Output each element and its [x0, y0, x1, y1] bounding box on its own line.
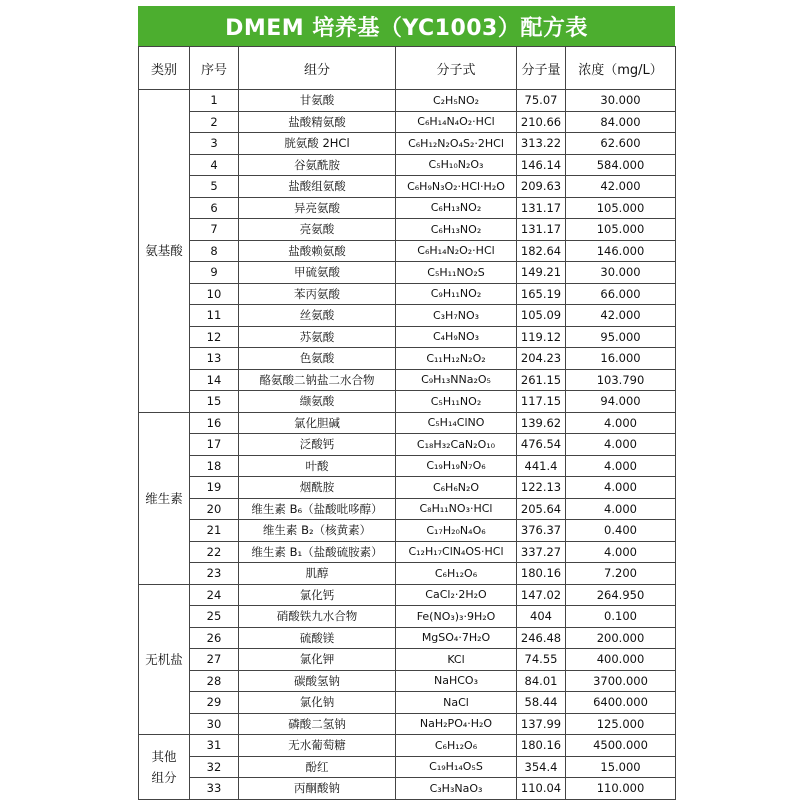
concentration-cell: 30.000: [566, 90, 676, 112]
formula-cell: C₅H₁₁NO₂: [396, 391, 517, 413]
concentration-cell: 103.790: [566, 369, 676, 391]
table-row: [139, 627, 676, 649]
component-name-cell: 苯丙氨酸: [239, 283, 396, 305]
formula-table-panel: [138, 6, 675, 800]
molecular-weight-cell: 476.54: [517, 434, 566, 456]
concentration-cell: 146.000: [566, 240, 676, 262]
component-name-cell: 氯化钾: [239, 649, 396, 671]
molecular-weight-cell: 131.17: [517, 219, 566, 241]
formula-cell: C₅H₁₄ClNO: [396, 412, 517, 434]
row-number-cell: 3: [190, 133, 239, 155]
row-number-cell: 29: [190, 692, 239, 714]
molecular-weight-cell: 246.48: [517, 627, 566, 649]
formula-cell: C₁₈H₃₂CaN₂O₁₀: [396, 434, 517, 456]
component-name-cell: 硝酸铁九水合物: [239, 606, 396, 628]
molecular-weight-cell: 182.64: [517, 240, 566, 262]
formula-cell: C₆H₁₂O₆: [396, 563, 517, 585]
molecular-weight-cell: 337.27: [517, 541, 566, 563]
molecular-weight-cell: 205.64: [517, 498, 566, 520]
component-name-cell: 氯化钠: [239, 692, 396, 714]
formula-cell: C₄H₉NO₃: [396, 326, 517, 348]
component-name-cell: 碳酸氢钠: [239, 670, 396, 692]
molecular-weight-cell: 404: [517, 606, 566, 628]
concentration-cell: 4.000: [566, 434, 676, 456]
component-name-cell: 盐酸组氨酸: [239, 176, 396, 198]
concentration-cell: 264.950: [566, 584, 676, 606]
molecular-weight-cell: 146.14: [517, 154, 566, 176]
table-row: [139, 133, 676, 155]
concentration-cell: 4.000: [566, 541, 676, 563]
formula-cell: C₅H₁₁NO₂S: [396, 262, 517, 284]
concentration-cell: 4.000: [566, 498, 676, 520]
row-number-cell: 6: [190, 197, 239, 219]
row-number-cell: 8: [190, 240, 239, 262]
formula-cell: C₁₇H₂₀N₄O₆: [396, 520, 517, 542]
formula-cell: C₈H₁₁NO₃·HCl: [396, 498, 517, 520]
concentration-cell: 66.000: [566, 283, 676, 305]
header-formula: 分子式: [396, 47, 517, 90]
component-name-cell: 氯化胆碱: [239, 412, 396, 434]
row-number-cell: 26: [190, 627, 239, 649]
formula-cell: C₅H₁₀N₂O₃: [396, 154, 517, 176]
row-number-cell: 18: [190, 455, 239, 477]
formula-cell: C₆H₉N₃O₂·HCl·H₂O: [396, 176, 517, 198]
table-row: [139, 713, 676, 735]
concentration-cell: 15.000: [566, 756, 676, 778]
molecular-weight-cell: 147.02: [517, 584, 566, 606]
row-number-cell: 7: [190, 219, 239, 241]
row-number-cell: 15: [190, 391, 239, 413]
formula-cell: NaCl: [396, 692, 517, 714]
component-name-cell: 氯化钙: [239, 584, 396, 606]
table-row: [139, 305, 676, 327]
table-row: [139, 584, 676, 606]
formula-cell: KCl: [396, 649, 517, 671]
molecular-weight-cell: 354.4: [517, 756, 566, 778]
component-name-cell: 缬氨酸: [239, 391, 396, 413]
table-row: [139, 412, 676, 434]
molecular-weight-cell: 105.09: [517, 305, 566, 327]
concentration-cell: 42.000: [566, 176, 676, 198]
table-row: [139, 369, 676, 391]
table-row: [139, 756, 676, 778]
molecular-weight-cell: 110.04: [517, 778, 566, 800]
component-name-cell: 谷氨酰胺: [239, 154, 396, 176]
concentration-cell: 584.000: [566, 154, 676, 176]
component-name-cell: 甘氨酸: [239, 90, 396, 112]
component-name-cell: 叶酸: [239, 455, 396, 477]
row-number-cell: 32: [190, 756, 239, 778]
table-row: [139, 477, 676, 499]
concentration-cell: 30.000: [566, 262, 676, 284]
component-name-cell: 维生素 B₂（核黄素）: [239, 520, 396, 542]
component-name-cell: 泛酸钙: [239, 434, 396, 456]
concentration-cell: 200.000: [566, 627, 676, 649]
component-name-cell: 烟酰胺: [239, 477, 396, 499]
table-row: [139, 735, 676, 757]
header-molecular-weight: 分子量: [517, 47, 566, 90]
concentration-cell: 94.000: [566, 391, 676, 413]
row-number-cell: 2: [190, 111, 239, 133]
molecular-weight-cell: 122.13: [517, 477, 566, 499]
table-row: [139, 262, 676, 284]
formula-cell: C₆H₁₂O₆: [396, 735, 517, 757]
formula-cell: C₆H₁₂N₂O₄S₂·2HCl: [396, 133, 517, 155]
concentration-cell: 125.000: [566, 713, 676, 735]
table-row: [139, 434, 676, 456]
concentration-cell: 4.000: [566, 455, 676, 477]
table-body: [139, 90, 676, 800]
concentration-cell: 3700.000: [566, 670, 676, 692]
row-number-cell: 12: [190, 326, 239, 348]
concentration-cell: 62.600: [566, 133, 676, 155]
table-row: [139, 90, 676, 112]
formula-table: [138, 46, 676, 800]
concentration-cell: 0.100: [566, 606, 676, 628]
page-title: DMEM 培养基（YC1003）配方表: [138, 6, 675, 46]
concentration-cell: 42.000: [566, 305, 676, 327]
concentration-cell: 95.000: [566, 326, 676, 348]
table-row: [139, 219, 676, 241]
row-number-cell: 5: [190, 176, 239, 198]
row-number-cell: 14: [190, 369, 239, 391]
concentration-cell: 400.000: [566, 649, 676, 671]
table-row: [139, 692, 676, 714]
table-row: [139, 154, 676, 176]
header-row: [139, 47, 676, 90]
row-number-cell: 22: [190, 541, 239, 563]
concentration-cell: 84.000: [566, 111, 676, 133]
concentration-cell: 110.000: [566, 778, 676, 800]
molecular-weight-cell: 261.15: [517, 369, 566, 391]
row-number-cell: 28: [190, 670, 239, 692]
formula-cell: C₂H₅NO₂: [396, 90, 517, 112]
table-row: [139, 111, 676, 133]
row-number-cell: 31: [190, 735, 239, 757]
molecular-weight-cell: 117.15: [517, 391, 566, 413]
component-name-cell: 维生素 B₆（盐酸吡哆醇）: [239, 498, 396, 520]
formula-cell: C₃H₇NO₃: [396, 305, 517, 327]
component-name-cell: 盐酸精氨酸: [239, 111, 396, 133]
component-name-cell: 磷酸二氢钠: [239, 713, 396, 735]
formula-cell: C₁₁H₁₂N₂O₂: [396, 348, 517, 370]
table-row: [139, 670, 676, 692]
molecular-weight-cell: 180.16: [517, 735, 566, 757]
header-category: 类别: [139, 47, 190, 90]
category-cell: 维生素: [139, 412, 190, 584]
molecular-weight-cell: 313.22: [517, 133, 566, 155]
molecular-weight-cell: 58.44: [517, 692, 566, 714]
component-name-cell: 硫酸镁: [239, 627, 396, 649]
formula-cell: C₆H₁₄N₄O₂·HCl: [396, 111, 517, 133]
formula-cell: MgSO₄·7H₂O: [396, 627, 517, 649]
component-name-cell: 丙酮酸钠: [239, 778, 396, 800]
formula-cell: NaH₂PO₄·H₂O: [396, 713, 517, 735]
concentration-cell: 0.400: [566, 520, 676, 542]
formula-cell: C₆H₁₃NO₂: [396, 219, 517, 241]
table-row: [139, 778, 676, 800]
concentration-cell: 4.000: [566, 477, 676, 499]
formula-cell: CaCl₂·2H₂O: [396, 584, 517, 606]
molecular-weight-cell: 441.4: [517, 455, 566, 477]
molecular-weight-cell: 210.66: [517, 111, 566, 133]
molecular-weight-cell: 75.07: [517, 90, 566, 112]
row-number-cell: 33: [190, 778, 239, 800]
concentration-cell: 4.000: [566, 412, 676, 434]
component-name-cell: 维生素 B₁（盐酸硫胺素）: [239, 541, 396, 563]
component-name-cell: 色氨酸: [239, 348, 396, 370]
table-row: [139, 563, 676, 585]
category-cell: 氨基酸: [139, 90, 190, 413]
component-name-cell: 酚红: [239, 756, 396, 778]
formula-cell: Fe(NO₃)₃·9H₂O: [396, 606, 517, 628]
table-row: [139, 240, 676, 262]
formula-cell: C₆H₁₃NO₂: [396, 197, 517, 219]
component-name-cell: 苏氨酸: [239, 326, 396, 348]
table-row: [139, 606, 676, 628]
molecular-weight-cell: 209.63: [517, 176, 566, 198]
molecular-weight-cell: 165.19: [517, 283, 566, 305]
molecular-weight-cell: 119.12: [517, 326, 566, 348]
table-row: [139, 455, 676, 477]
molecular-weight-cell: 139.62: [517, 412, 566, 434]
formula-cell: C₁₉H₁₄O₅S: [396, 756, 517, 778]
formula-cell: NaHCO₃: [396, 670, 517, 692]
row-number-cell: 9: [190, 262, 239, 284]
molecular-weight-cell: 180.16: [517, 563, 566, 585]
concentration-cell: 7.200: [566, 563, 676, 585]
molecular-weight-cell: 137.99: [517, 713, 566, 735]
row-number-cell: 21: [190, 520, 239, 542]
formula-cell: C₆H₆N₂O: [396, 477, 517, 499]
table-row: [139, 326, 676, 348]
table-row: [139, 391, 676, 413]
table-row: [139, 541, 676, 563]
concentration-cell: 16.000: [566, 348, 676, 370]
header-concentration: 浓度（mg/L）: [566, 47, 676, 90]
table-row: [139, 498, 676, 520]
concentration-cell: 6400.000: [566, 692, 676, 714]
table-row: [139, 197, 676, 219]
component-name-cell: 肌醇: [239, 563, 396, 585]
formula-cell: C₉H₁₁NO₂: [396, 283, 517, 305]
table-row: [139, 649, 676, 671]
component-name-cell: 甲硫氨酸: [239, 262, 396, 284]
molecular-weight-cell: 149.21: [517, 262, 566, 284]
row-number-cell: 23: [190, 563, 239, 585]
row-number-cell: 25: [190, 606, 239, 628]
table-row: [139, 348, 676, 370]
row-number-cell: 19: [190, 477, 239, 499]
component-name-cell: 亮氨酸: [239, 219, 396, 241]
row-number-cell: 10: [190, 283, 239, 305]
table-row: [139, 520, 676, 542]
formula-cell: C₃H₃NaO₃: [396, 778, 517, 800]
table-row: [139, 176, 676, 198]
component-name-cell: 胱氨酸 2HCl: [239, 133, 396, 155]
category-cell: 其他组分: [139, 735, 190, 800]
component-name-cell: 丝氨酸: [239, 305, 396, 327]
component-name-cell: 无水葡萄糖: [239, 735, 396, 757]
molecular-weight-cell: 376.37: [517, 520, 566, 542]
row-number-cell: 13: [190, 348, 239, 370]
row-number-cell: 20: [190, 498, 239, 520]
row-number-cell: 27: [190, 649, 239, 671]
category-cell: 无机盐: [139, 584, 190, 735]
molecular-weight-cell: 74.55: [517, 649, 566, 671]
formula-cell: C₁₂H₁₇ClN₄OS·HCl: [396, 541, 517, 563]
molecular-weight-cell: 84.01: [517, 670, 566, 692]
concentration-cell: 4500.000: [566, 735, 676, 757]
header-number: 序号: [190, 47, 239, 90]
row-number-cell: 11: [190, 305, 239, 327]
row-number-cell: 24: [190, 584, 239, 606]
component-name-cell: 酪氨酸二钠盐二水合物: [239, 369, 396, 391]
component-name-cell: 盐酸赖氨酸: [239, 240, 396, 262]
molecular-weight-cell: 204.23: [517, 348, 566, 370]
row-number-cell: 30: [190, 713, 239, 735]
table-row: [139, 283, 676, 305]
row-number-cell: 1: [190, 90, 239, 112]
row-number-cell: 16: [190, 412, 239, 434]
row-number-cell: 4: [190, 154, 239, 176]
header-component: 组分: [239, 47, 396, 90]
row-number-cell: 17: [190, 434, 239, 456]
formula-cell: C₆H₁₄N₂O₂·HCl: [396, 240, 517, 262]
concentration-cell: 105.000: [566, 197, 676, 219]
formula-cell: C₁₉H₁₉N₇O₆: [396, 455, 517, 477]
formula-cell: C₉H₁₃NNa₂O₅: [396, 369, 517, 391]
molecular-weight-cell: 131.17: [517, 197, 566, 219]
concentration-cell: 105.000: [566, 219, 676, 241]
component-name-cell: 异亮氨酸: [239, 197, 396, 219]
